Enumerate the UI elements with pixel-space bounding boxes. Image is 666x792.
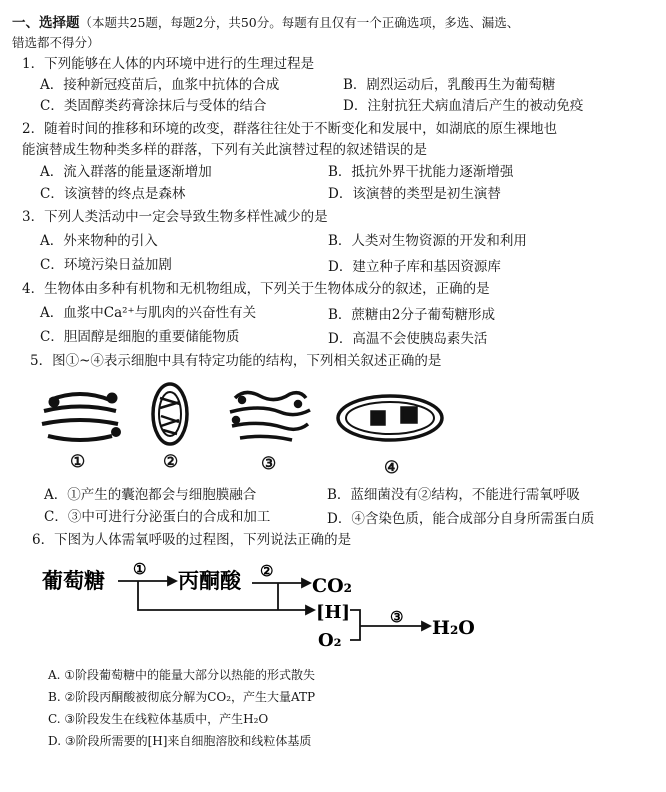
section-note-line2: 错选都不得分） [12, 35, 100, 50]
q1-option-a: A．接种新冠疫苗后，血浆中抗体的合成 [40, 77, 280, 93]
chloroplast-figure [338, 396, 442, 440]
diagram-co2: CO₂ [312, 575, 352, 597]
q4-option-b: B．蔗糖由2分子葡萄糖形成 [328, 307, 496, 323]
q6-option-a: A. ①阶段葡萄糖中的能量大部分以热能的形式散失 [48, 668, 316, 682]
q4-option-c: C．胆固醇是细胞的重要储能物质 [40, 329, 240, 345]
diagram-step2-label: ② [260, 562, 274, 580]
q2-option-c: C．该演替的终点是森林 [40, 186, 186, 202]
organelle-figures [30, 378, 450, 448]
q3-option-a: A．外来物种的引入 [40, 233, 158, 249]
section-note-line1: （本题共25题，每题2分，共50分。每题有且仅有一个正确选项，多选、漏选、 [79, 15, 520, 30]
question-1-stem: 1．下列能够在人体的内环境中进行的生理过程是 [22, 56, 315, 72]
q1-option-c: C．类固醇类药膏涂抹后与受体的结合 [40, 98, 267, 114]
diagram-glucose: 葡萄糖 [42, 568, 105, 593]
q6-option-c: C. ③阶段发生在线粒体基质中，产生H₂O [48, 712, 269, 726]
q3-option-b: B．人类对生物资源的开发和利用 [328, 233, 527, 249]
q6-option-b: B. ②阶段丙酮酸被彻底分解为CO₂，产生大量ATP [48, 690, 316, 704]
diagram-step1-label: ① [133, 560, 147, 578]
q2-option-b: B．抵抗外界干扰能力逐渐增强 [328, 164, 514, 180]
q5-option-c: C．③中可进行分泌蛋白的合成和加工 [44, 509, 271, 525]
question-4-stem: 4．生物体由多种有机物和无机物组成，下列关于生物体成分的叙述，正确的是 [22, 281, 490, 297]
section-header [12, 14, 519, 32]
section-title: 一、选择题 [12, 15, 80, 31]
q3-option-c: C．环境污染日益加剧 [40, 257, 172, 273]
diagram-arrows [118, 577, 430, 640]
mitochondrion-figure [153, 384, 187, 444]
diagram-h2o: H₂O [432, 617, 475, 639]
endoplasmic-reticulum-figure [230, 392, 310, 440]
diagram-step3-label: ③ [390, 608, 404, 626]
q4-option-d: D．高温不会使胰岛素失活 [328, 331, 488, 347]
question-2-stem-cont: 能演替成生物种类多样的群落，下列有关此演替过程的叙述错误的是 [22, 142, 427, 158]
q5-option-b: B．蓝细菌没有②结构，不能进行需氧呼吸 [327, 487, 580, 503]
q2-option-a: A．流入群落的能量逐渐增加 [40, 164, 212, 180]
q2-option-d: D．该演替的类型是初生演替 [328, 186, 501, 202]
respiration-diagram [30, 556, 500, 656]
diagram-o2: O₂ [318, 630, 342, 651]
diagram-pyruvate: 丙酮酸 [178, 568, 241, 593]
q1-option-b: B．剧烈运动后，乳酸再生为葡萄糖 [343, 77, 556, 93]
q3-option-d: D．建立种子库和基因资源库 [328, 259, 501, 275]
question-3-stem: 3．下列人类活动中一定会导致生物多样性减少的是 [22, 209, 328, 225]
figure-label-3: ③ [261, 454, 277, 474]
q5-option-d: D．④含染色质，能合成部分自身所需蛋白质 [327, 511, 595, 527]
question-5-stem: 5．图①~④表示细胞中具有特定功能的结构，下列相关叙述正确的是 [30, 353, 442, 369]
golgi-apparatus-figure [42, 394, 119, 440]
figure-label-4: ④ [384, 458, 400, 478]
figure-label-2: ② [163, 452, 179, 472]
q1-option-d: D．注射抗狂犬病血清后产生的被动免疫 [343, 98, 584, 114]
q5-option-a: A．①产生的囊泡都会与细胞膜融合 [44, 487, 257, 503]
q4-option-a: A．血浆中Ca²⁺与肌肉的兴奋性有关 [40, 305, 257, 321]
figure-label-1: ① [70, 452, 86, 472]
q6-option-d: D. ③阶段所需要的[H]来自细胞溶胶和线粒体基质 [48, 734, 312, 748]
question-2-stem: 2．随着时间的推移和环境的改变，群落往往处于不断变化和发展中，如湖底的原生裸地也 [22, 121, 558, 137]
question-6-stem: 6．下图为人体需氧呼吸的过程图，下列说法正确的是 [32, 532, 352, 548]
diagram-h: [H] [316, 602, 351, 623]
